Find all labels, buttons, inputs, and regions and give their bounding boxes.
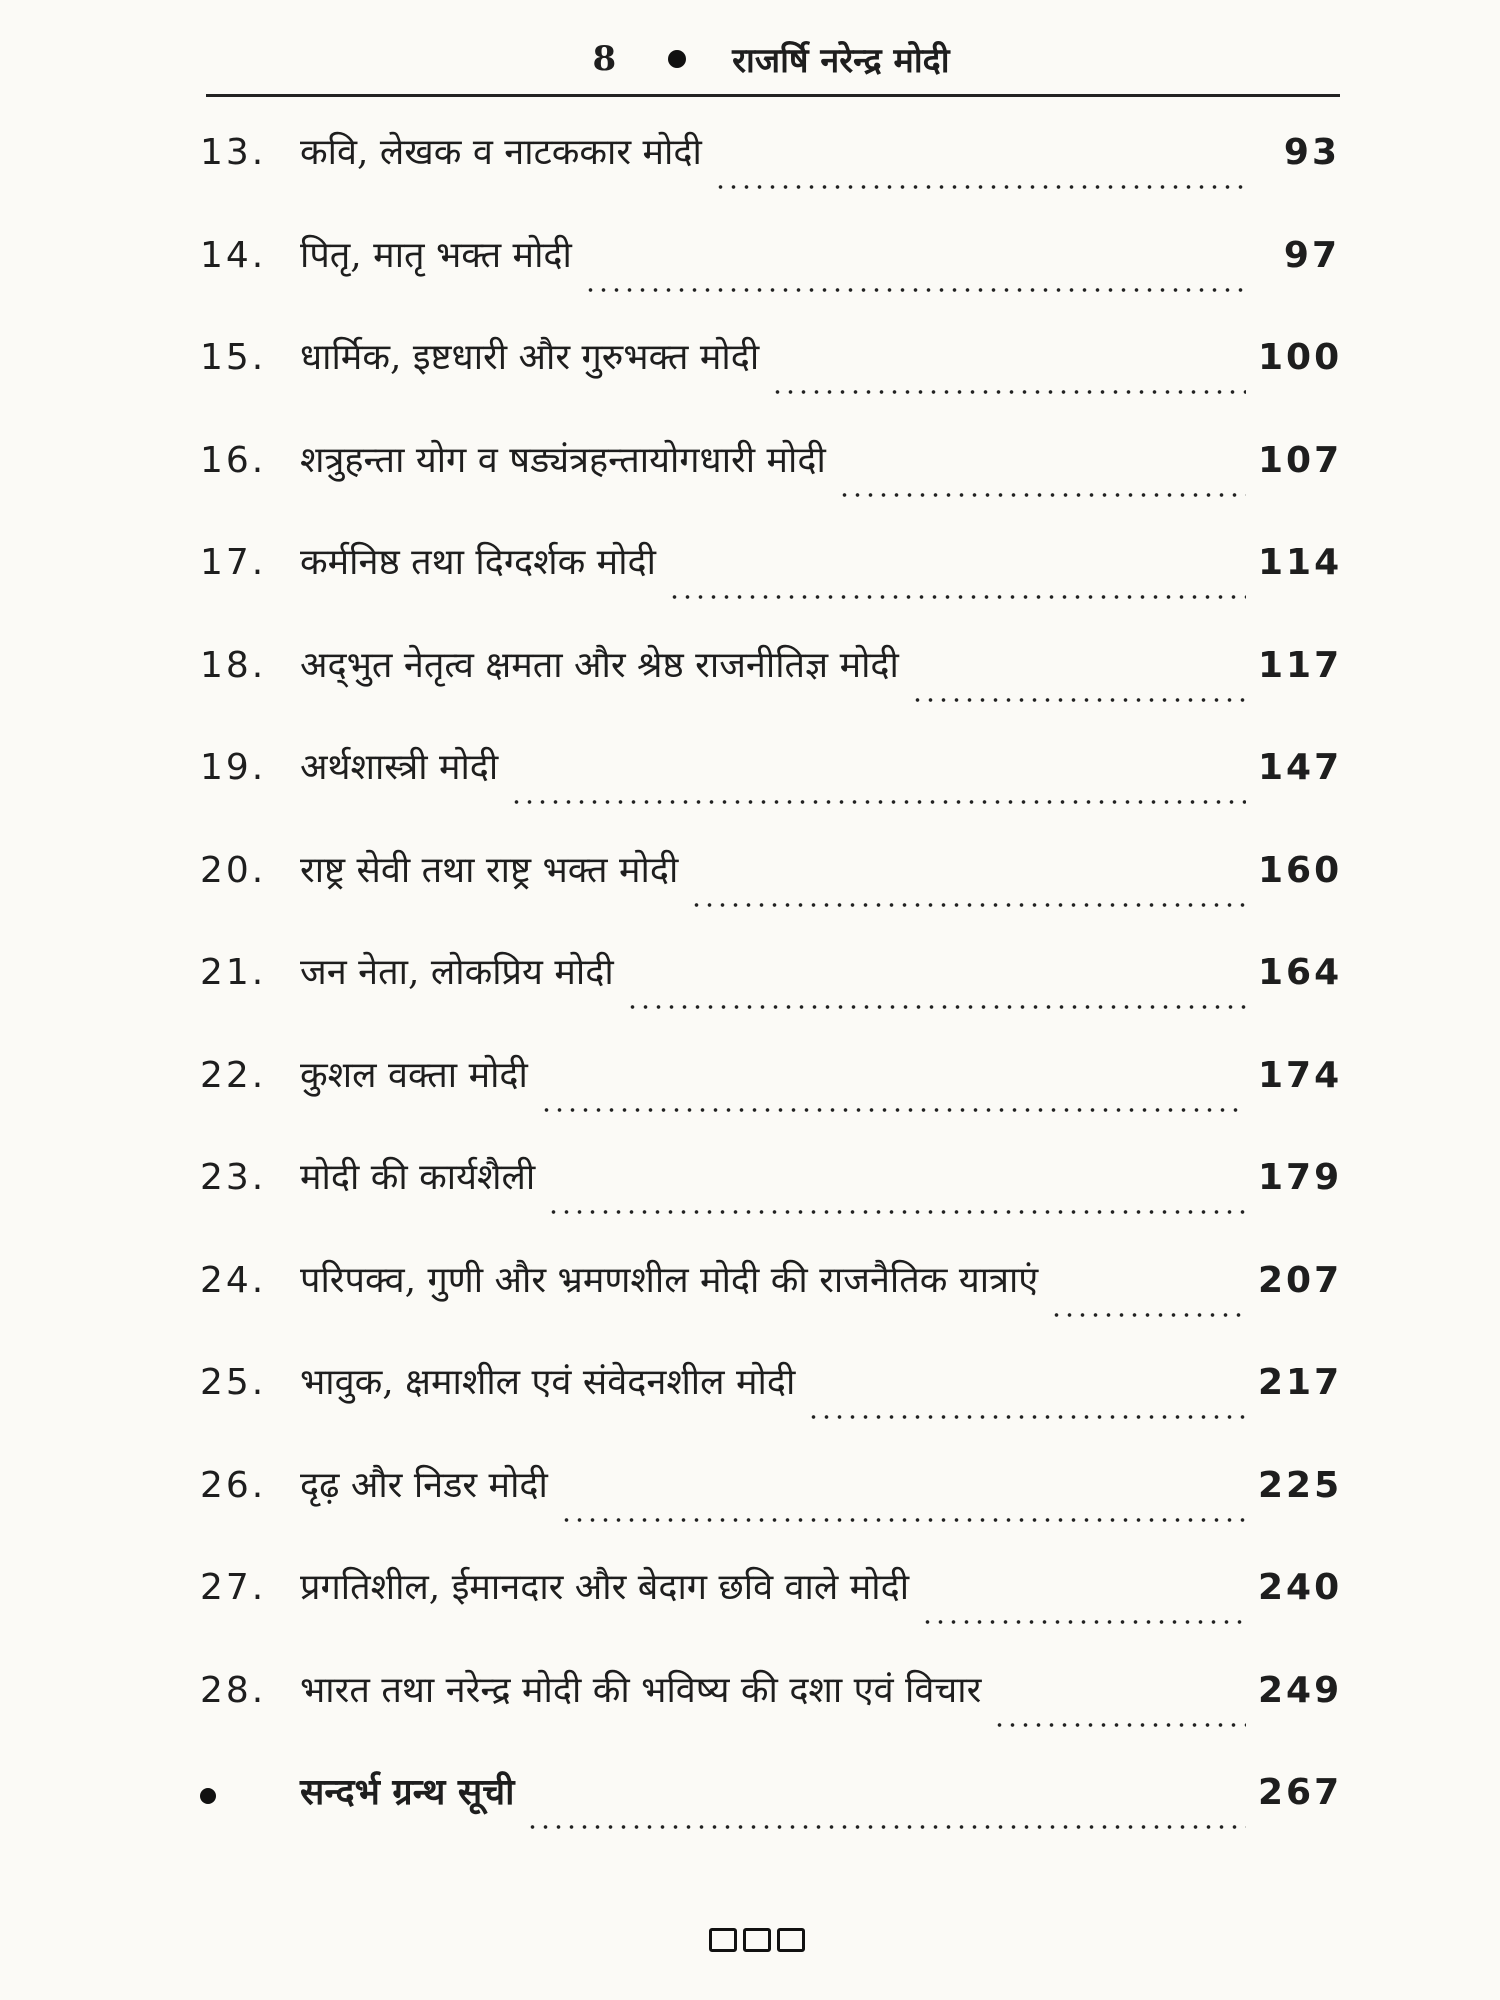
dot-leader <box>540 1107 1246 1113</box>
toc-entry <box>200 1049 1343 1152</box>
toc-entry <box>200 126 1340 229</box>
toc-entry-title: अद्‌भुत नेतृत्व क्षमता और श्रेष्ठ राजनीतिज्ञ मोदी <box>300 644 899 686</box>
dot-leader <box>714 184 1246 190</box>
toc-entry-page: 117 <box>1258 644 1343 686</box>
toc-entry <box>200 741 1343 844</box>
toc-entry <box>200 229 1340 332</box>
bibliography-bullet <box>200 1788 300 1804</box>
book-title: राजर्षि नरेन्द्र मोदी <box>732 41 950 81</box>
toc-entry <box>200 1356 1343 1459</box>
toc-entry-page: 174 <box>1258 1054 1343 1096</box>
dot-leader <box>560 1517 1246 1523</box>
toc-entry-title: जन नेता, लोकप्रिय मोदी <box>300 952 614 993</box>
toc-entry <box>200 1766 1343 1869</box>
toc-entry <box>200 1561 1343 1664</box>
toc-entry-page: 97 <box>1283 234 1340 276</box>
toc-entry <box>200 536 1343 639</box>
toc-entry <box>200 1254 1343 1357</box>
toc-entry <box>200 1664 1343 1767</box>
toc-entry-page: 207 <box>1258 1259 1343 1301</box>
toc-entry-page: 147 <box>1258 747 1343 788</box>
toc-entry-title: सन्दर्भ ग्रन्थ सूची <box>300 1771 515 1813</box>
toc-entry-page: 164 <box>1258 952 1343 993</box>
toc-entry-title: धार्मिक, इष्टधारी और गुरुभक्त मोदी <box>300 337 760 378</box>
toc-entry-page: 267 <box>1258 1772 1343 1813</box>
toc-entry-number: 18. <box>200 644 267 686</box>
toc-entry-number: 21. <box>200 952 267 993</box>
toc-entry-title: पितृ, मातृ भक्त मोदी <box>300 234 572 276</box>
toc-entry-number: 13. <box>200 132 267 173</box>
dot-leader <box>584 287 1246 293</box>
dot-leader <box>668 594 1246 600</box>
toc-entry-page: 114 <box>1258 542 1343 583</box>
toc-entry-page: 107 <box>1258 439 1343 481</box>
toc-entry-number: 26. <box>200 1464 267 1506</box>
toc-entry-title: अर्थशास्त्री मोदी <box>300 747 499 788</box>
toc-entry-title: दृढ़ और निडर मोदी <box>300 1464 548 1506</box>
dot-leader <box>690 902 1246 908</box>
toc-entry-title: प्रगतिशील, ईमानदार और बेदाग छवि वाले मोदी <box>300 1567 910 1608</box>
table-of-contents <box>200 126 1343 1869</box>
toc-entry-title: शत्रुहन्ता योग व षड्यंत्रहन्तायोगधारी मोदी <box>300 439 826 481</box>
toc-entry-number: 22. <box>200 1054 267 1096</box>
dot-leader <box>1050 1312 1246 1318</box>
toc-entry <box>200 331 1343 434</box>
toc-entry-page: 240 <box>1258 1567 1343 1608</box>
toc-entry-number: 14. <box>200 234 267 276</box>
toc-entry-title: भावुक, क्षमाशील एवं संवेदनशील मोदी <box>300 1362 796 1403</box>
page-number: 8 <box>592 39 617 79</box>
toc-entry-number: 17. <box>200 542 267 583</box>
dot-leader <box>547 1209 1246 1215</box>
toc-entry <box>200 1151 1343 1254</box>
toc-entry-title: भारत तथा नरेन्द्र मोदी की भविष्य की दशा एवं विचार <box>300 1669 982 1711</box>
dot-leader <box>838 492 1246 498</box>
toc-entry-page: 93 <box>1283 132 1340 173</box>
toc-entry-number: 27. <box>200 1567 267 1608</box>
toc-entry-title: कुशल वक्ता मोदी <box>300 1054 528 1096</box>
toc-entry-number: 20. <box>200 849 267 891</box>
toc-entry-number: 15. <box>200 337 267 378</box>
end-ornament-icon <box>709 1928 805 1952</box>
toc-entry-page: 249 <box>1258 1669 1343 1711</box>
toc-entry-number: 24. <box>200 1259 267 1301</box>
dot-leader <box>993 1722 1246 1728</box>
dot-leader <box>526 1824 1246 1830</box>
header-bullet-icon <box>668 50 686 68</box>
toc-entry-number: 19. <box>200 747 267 788</box>
toc-entry-title: परिपक्व, गुणी और भ्रमणशील मोदी की राजनैतिक यात्राएं <box>300 1259 1039 1301</box>
toc-entry <box>200 639 1343 742</box>
toc-entry-page: 100 <box>1258 337 1343 378</box>
dot-leader <box>807 1414 1246 1420</box>
toc-entry <box>200 1459 1343 1562</box>
toc-entry-page: 179 <box>1258 1157 1343 1198</box>
toc-entry-number: 28. <box>200 1669 267 1711</box>
toc-entry-title: राष्ट्र सेवी तथा राष्ट्र भक्त मोदी <box>300 849 679 891</box>
toc-entry-title: कवि, लेखक व नाटककार मोदी <box>300 132 702 173</box>
bullet-icon <box>200 1788 216 1804</box>
dot-leader <box>771 389 1246 395</box>
dot-leader <box>626 1004 1246 1010</box>
toc-entry-title: मोदी की कार्यशैली <box>300 1157 536 1198</box>
dot-leader <box>921 1619 1246 1625</box>
toc-entry-title: कर्मनिष्ठ तथा दिग्दर्शक मोदी <box>300 542 656 583</box>
dot-leader <box>911 697 1246 703</box>
toc-entry-number: 25. <box>200 1362 267 1403</box>
toc-entry-page: 217 <box>1258 1362 1343 1403</box>
toc-entry-page: 225 <box>1258 1464 1343 1506</box>
toc-entry <box>200 844 1343 947</box>
toc-entry-number: 23. <box>200 1157 267 1198</box>
toc-entry <box>200 434 1343 537</box>
toc-entry <box>200 946 1343 1049</box>
toc-entry-page: 160 <box>1258 849 1343 891</box>
header-rule <box>206 94 1340 97</box>
page-header <box>206 36 1336 96</box>
toc-entry-number: 16. <box>200 439 267 481</box>
dot-leader <box>510 799 1246 805</box>
